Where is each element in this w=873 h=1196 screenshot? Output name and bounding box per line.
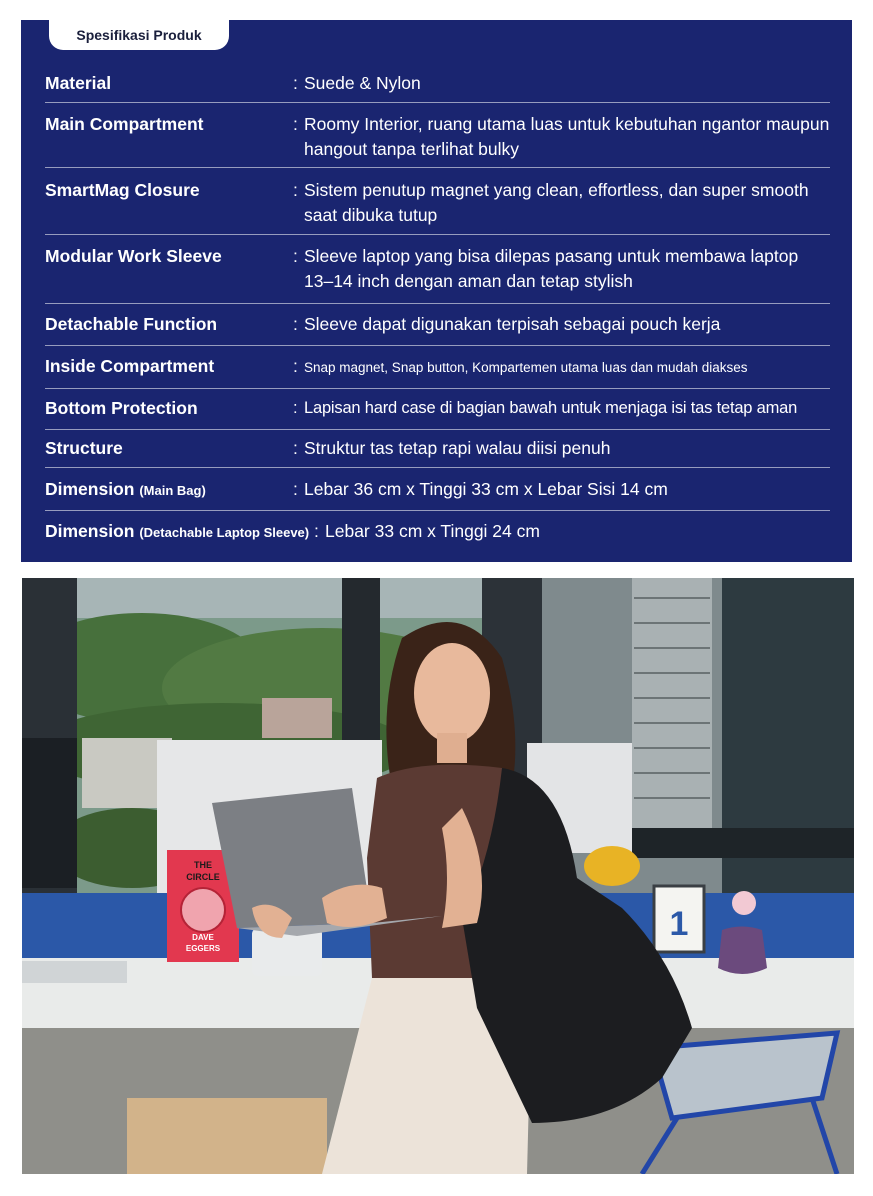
- spec-label: Material: [45, 73, 112, 93]
- spec-value: : Suede & Nylon: [293, 73, 421, 93]
- office-scene-illustration: [22, 578, 854, 1174]
- spec-row-material: [45, 63, 830, 103]
- spec-label: Dimension (Main Bag): [45, 479, 206, 499]
- desk-number: 1: [669, 905, 689, 943]
- spec-value: : Lapisan hard case di bagian bawah untuk menjaga isi tas tetap aman: [293, 399, 798, 417]
- spec-row-dimension-sleeve: [45, 511, 830, 553]
- spec-row-dimension-main: [45, 468, 830, 511]
- spec-value: : Lebar 36 cm x Tinggi 33 cm x Lebar Sisi 14 cm: [293, 479, 668, 499]
- spec-value: : Sleeve laptop yang bisa dilepas pasang untuk membawa laptop 13–14 inch dengan aman dan tetap stylish: [293, 246, 799, 291]
- spec-panel: [21, 20, 852, 562]
- spec-label: Structure: [45, 438, 123, 458]
- spec-row-structure: [45, 430, 830, 468]
- spec-label: Modular Work Sleeve: [45, 246, 222, 266]
- product-photo: [22, 578, 854, 1174]
- book-title-line1: THE: [194, 860, 212, 870]
- spec-value: : Sleeve dapat digunakan terpisah sebagai pouch kerja: [293, 314, 721, 334]
- spec-row-smartmag: [45, 168, 830, 235]
- woman-face: [414, 643, 490, 743]
- spec-label: Bottom Protection: [45, 398, 198, 418]
- spec-row-main-compartment: [45, 103, 830, 168]
- book-title-line2: CIRCLE: [186, 872, 220, 882]
- spec-row-inside: [45, 346, 830, 389]
- spec-value: : Struktur tas tetap rapi walau diisi penuh: [293, 438, 611, 458]
- spec-label: Inside Compartment: [45, 356, 215, 376]
- spec-tab: Spesifikasi Produk: [49, 20, 229, 50]
- spec-label: SmartMag Closure: [45, 180, 200, 200]
- spec-label: Dimension (Detachable Laptop Sleeve): [45, 521, 310, 541]
- spec-value: : Snap magnet, Snap button, Kompartemen utama luas dan mudah diakses: [293, 356, 748, 376]
- spec-label: Detachable Function: [45, 314, 218, 334]
- spec-row-bottom: [45, 389, 830, 430]
- book-author-line2: EGGERS: [185, 944, 221, 953]
- spec-row-work-sleeve: [45, 235, 830, 304]
- spec-value: : Roomy Interior, ruang utama luas untuk kebutuhan ngantor maupun hangout tanpa terlihat bulky: [293, 114, 830, 159]
- spec-value: : Sistem penutup magnet yang clean, effortless, dan super smooth saat dibuka tutup: [293, 180, 809, 225]
- spec-label: Main Compartment: [45, 114, 204, 134]
- vase: [718, 927, 767, 975]
- spec-row-detachable: [45, 304, 830, 346]
- spec-value: : Lebar 33 cm x Tinggi 24 cm: [314, 521, 540, 541]
- cardboard-box: [127, 1098, 327, 1174]
- book-author-line1: DAVE: [192, 933, 214, 942]
- spec-table: [45, 63, 830, 553]
